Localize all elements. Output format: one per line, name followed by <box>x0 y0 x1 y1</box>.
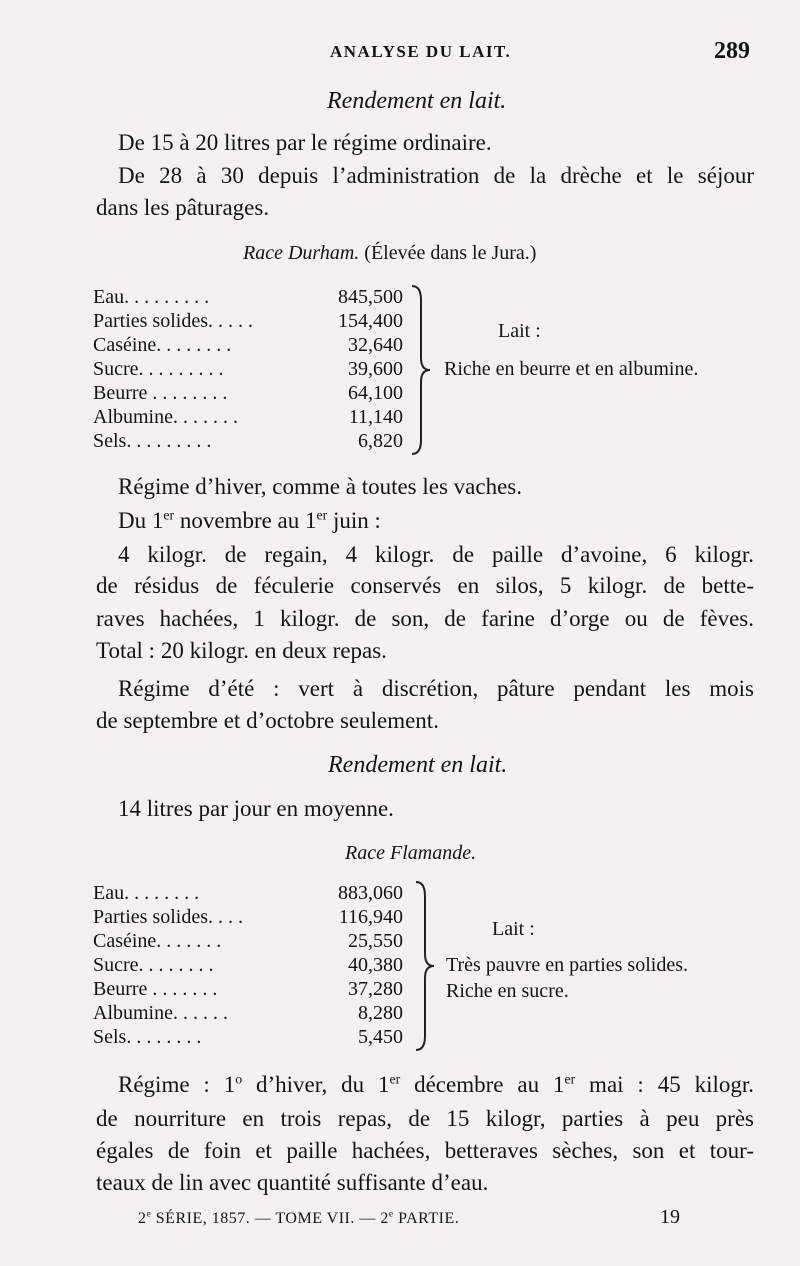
curly-brace <box>412 880 438 1052</box>
row-value: 154,400 <box>338 310 403 332</box>
page-number: 289 <box>714 38 750 64</box>
row-value: 845,500 <box>338 286 403 308</box>
paragraph-line: De 28 à 30 depuis l’administration de la drèche et le séjour <box>118 163 754 188</box>
table-row <box>93 430 403 454</box>
row-value: 32,640 <box>348 334 403 356</box>
table-row <box>93 930 403 954</box>
row-label: Sucre. . . . . . . . . <box>93 358 224 380</box>
row-value: 116,940 <box>338 906 403 928</box>
paragraph-line: 14 litres par jour en moyenne. <box>118 796 394 821</box>
table-row <box>93 406 403 430</box>
table-row <box>93 978 403 1002</box>
row-value: 40,380 <box>348 954 403 976</box>
row-label: Beurre . . . . . . . . <box>93 382 228 404</box>
row-label: Eau. . . . . . . . <box>93 882 200 904</box>
table-row <box>93 310 403 334</box>
lait-label: Lait : <box>492 918 535 940</box>
lait-label: Lait : <box>498 320 541 342</box>
table-row <box>93 334 403 358</box>
row-value: 39,600 <box>348 358 403 380</box>
row-value: 64,100 <box>348 382 403 404</box>
race-title-flamande <box>345 842 476 865</box>
row-value: 25,550 <box>348 930 403 952</box>
lait-note: Très pauvre en parties solides. <box>446 954 688 976</box>
running-title: ANALYSE DU LAIT. <box>330 42 512 61</box>
table-row <box>93 882 403 906</box>
race-note: (Élevée dans le Jura.) <box>364 242 537 264</box>
row-label: Sels. . . . . . . . . <box>93 430 212 452</box>
paragraph-line: de résidus de féculerie conservés en silos, 5 kilogr. de bette- <box>96 573 754 598</box>
row-label: Parties solides. . . . <box>93 906 243 928</box>
race-name: Race Flamande. <box>345 842 477 864</box>
signature-mark: 19 <box>660 1206 680 1228</box>
paragraph-line: teaux de lin avec quantité suffisante d’eau. <box>96 1170 489 1195</box>
paragraph-line: raves hachées, 1 kilogr. de son, de farine d’orge ou de fèves. <box>96 606 754 631</box>
paragraph-line: de septembre et d’octobre seulement. <box>96 708 439 733</box>
table-row <box>93 358 403 382</box>
lait-note: Riche en beurre et en albumine. <box>444 358 699 380</box>
paragraph-line: Du 1er novembre au 1er juin : <box>118 507 381 533</box>
row-value: 8,280 <box>358 1002 403 1024</box>
table-row <box>93 906 403 930</box>
paragraph-line: 4 kilogr. de regain, 4 kilogr. de paille d’avoine, 6 kilogr. <box>118 542 754 567</box>
row-label: Beurre . . . . . . . <box>93 978 218 1000</box>
table-row <box>93 382 403 406</box>
row-value: 11,140 <box>348 406 403 428</box>
row-label: Caséine. . . . . . . <box>93 930 222 952</box>
row-label: Caséine. . . . . . . . <box>93 334 232 356</box>
table-row <box>93 954 403 978</box>
paragraph-line: Régime : 1$^o$ d’hiver, du 1er décembre au 1er mai : 45 kilogr. <box>118 1071 754 1097</box>
curly-brace <box>408 284 434 456</box>
row-label: Albumine. . . . . . <box>93 1002 228 1024</box>
table-row <box>93 1002 403 1026</box>
page-header <box>0 38 800 68</box>
row-label: Albumine. . . . . . . <box>93 406 238 428</box>
race-title-durham <box>243 242 536 265</box>
table-row <box>93 286 403 310</box>
row-value: 5,450 <box>358 1026 403 1048</box>
paragraph-line: Total : 20 kilogr. en deux repas. <box>96 638 387 663</box>
paragraph-line: égales de foin et paille hachées, betteraves sèches, son et tour- <box>96 1138 754 1163</box>
section-heading-rendement: Rendement en lait. <box>327 88 507 114</box>
row-value: 37,280 <box>348 978 403 1000</box>
row-label: Eau. . . . . . . . . <box>93 286 210 308</box>
paragraph-line: de nourriture en trois repas, de 15 kilogr, parties à peu près <box>96 1106 754 1131</box>
paragraph-line: Régime d’hiver, comme à toutes les vaches. <box>118 474 523 499</box>
paragraph-line: Régime d’été : vert à discrétion, pâture pendant les mois <box>118 676 754 701</box>
race-name: Race Durham. <box>243 242 360 264</box>
row-value: 6,820 <box>358 430 403 452</box>
page-footer <box>0 1206 800 1236</box>
section-heading-rendement: Rendement en lait. <box>328 752 508 778</box>
lait-note: Riche en sucre. <box>446 980 569 1002</box>
paragraph-line: dans les pâturages. <box>96 195 270 220</box>
row-label: Sucre. . . . . . . . <box>93 954 214 976</box>
row-label: Sels. . . . . . . . <box>93 1026 202 1048</box>
row-value: 883,060 <box>338 882 403 904</box>
table-row <box>93 1026 403 1050</box>
row-label: Parties solides. . . . . <box>93 310 253 332</box>
series-info: 2e SÉRIE, 1857. — TOME VII. — 2e PARTIE. <box>138 1208 460 1227</box>
paragraph-line: De 15 à 20 litres par le régime ordinaire. <box>118 130 492 155</box>
